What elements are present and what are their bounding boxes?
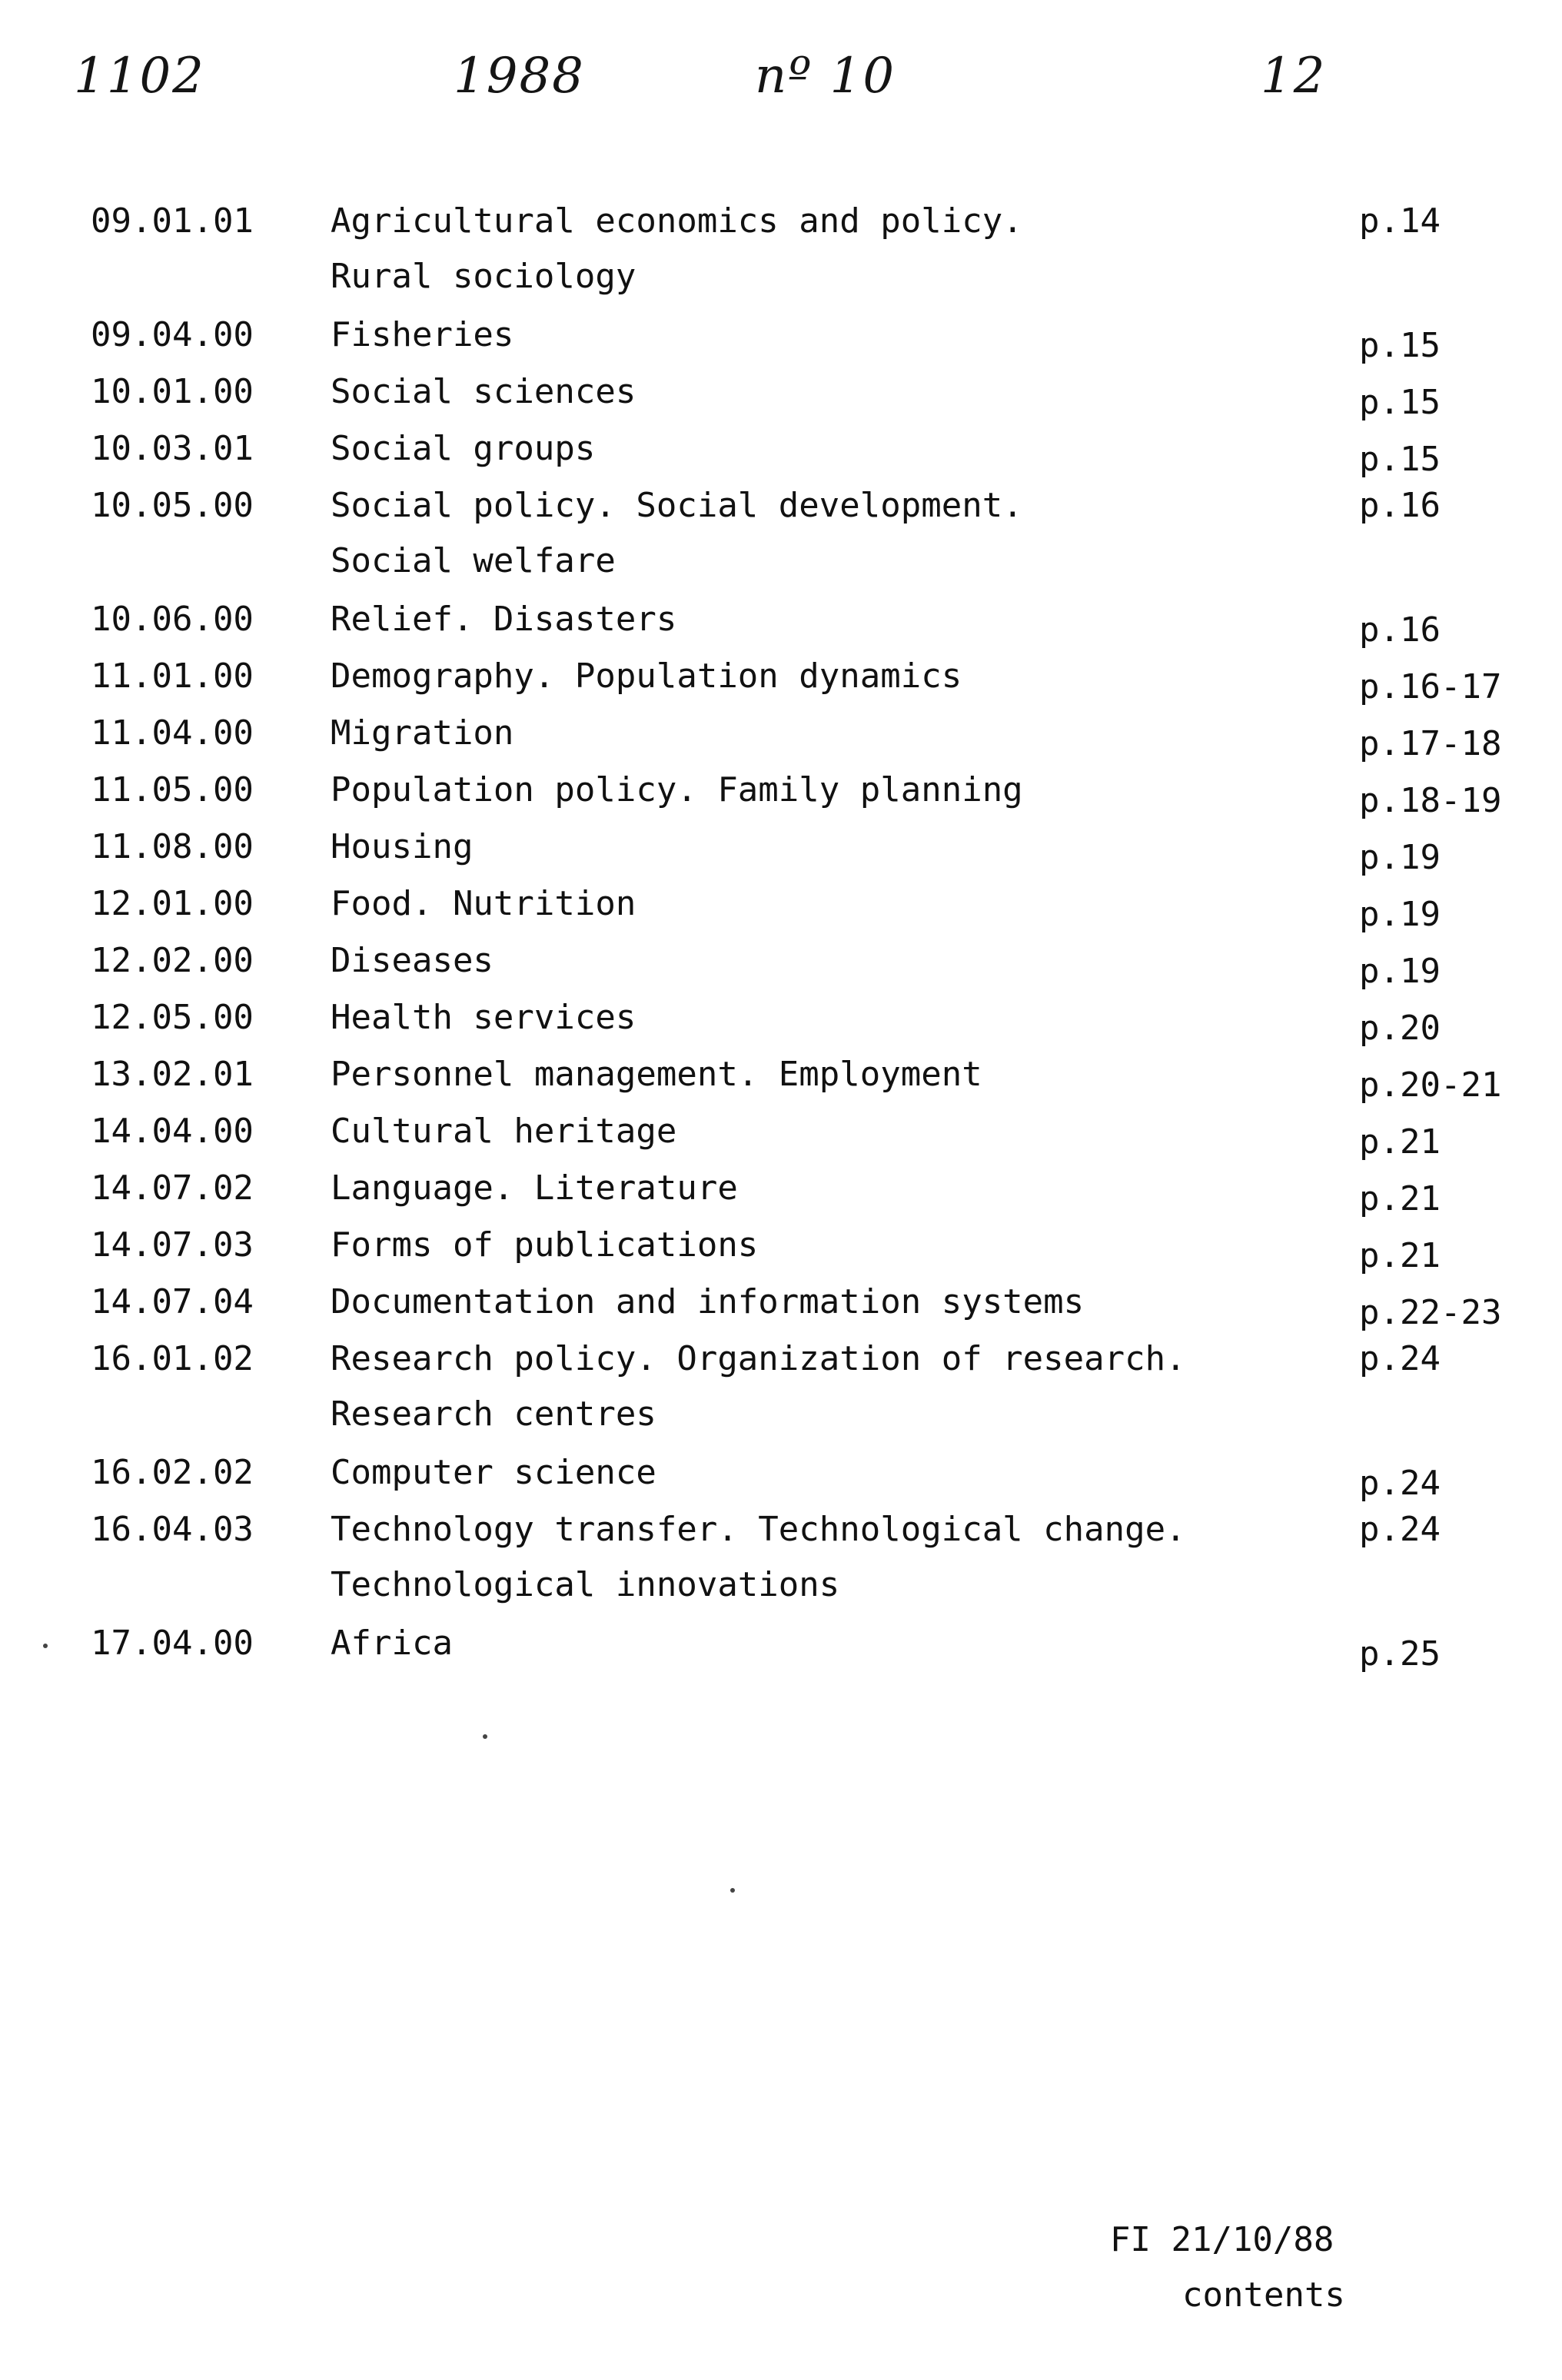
toc-entry-title: [331, 1445, 1330, 1501]
toc-entry-title-line: Housing: [331, 827, 474, 866]
toc-entry-page: p.14: [1359, 201, 1441, 241]
toc-entry-page: p.16: [1359, 610, 1441, 650]
toc-entry-code: 11.05.00: [91, 770, 254, 809]
toc-entry-code: 17.04.00: [91, 1624, 254, 1663]
toc-entry-title: [331, 1331, 1330, 1442]
toc-entry-page: p.18-19: [1359, 781, 1502, 820]
footer-reference: FI 21/10/88: [1110, 2220, 1334, 2259]
toc-entry-title-line: Forms of publications: [331, 1225, 759, 1265]
toc-entry-title: [331, 876, 1330, 932]
toc-entry-code: 11.04.00: [91, 713, 254, 753]
toc-entry-page: p.16: [1359, 486, 1441, 525]
scan-speck: [43, 1644, 48, 1648]
toc-entry-title: [331, 421, 1330, 477]
footer-label: contents: [1182, 2275, 1345, 2315]
toc-entry-page: p.21: [1359, 1179, 1441, 1218]
toc-entry-title: [331, 763, 1330, 818]
toc-entry-code: 16.01.02: [91, 1339, 254, 1378]
toc-entry-code: 11.08.00: [91, 827, 254, 866]
toc-entry-page: p.16-17: [1359, 667, 1502, 706]
toc-entry-title-line: Technological innovations: [331, 1565, 840, 1604]
scan-speck: [730, 1888, 735, 1893]
toc-entry-page: p.24: [1359, 1339, 1441, 1378]
toc-entry-title: [331, 1616, 1330, 1671]
toc-entry-page: p.15: [1359, 326, 1441, 365]
toc-entry-code: 14.07.02: [91, 1168, 254, 1208]
toc-entry-title: [331, 706, 1330, 761]
scan-speck: [483, 1734, 487, 1739]
toc-entry-title-line: Computer science: [331, 1453, 656, 1492]
toc-entry-page: p.20: [1359, 1009, 1441, 1048]
toc-entry-title: [331, 1502, 1330, 1613]
toc-entry-title-line: Language. Literature: [331, 1168, 738, 1208]
toc-entry-page: p.21: [1359, 1122, 1441, 1162]
toc-entry-title-line: Food. Nutrition: [331, 884, 636, 923]
toc-entry-title-line: Social sciences: [331, 372, 636, 411]
toc-entry-code: 16.04.03: [91, 1510, 254, 1549]
toc-entry-page: p.20-21: [1359, 1065, 1502, 1105]
toc-entry-title-line: Personnel management. Employment: [331, 1055, 982, 1094]
toc-entry-title-line: Relief. Disasters: [331, 600, 677, 639]
toc-entry-code: 09.04.00: [91, 315, 254, 354]
toc-entry-title-line: Migration: [331, 713, 514, 753]
toc-entry-code: 14.07.03: [91, 1225, 254, 1265]
toc-entry-page: p.15: [1359, 383, 1441, 422]
toc-entry-title-line: Social welfare: [331, 541, 616, 580]
toc-entry-page: p.19: [1359, 838, 1441, 877]
handwritten-annotation-page: 12: [1261, 48, 1327, 105]
toc-entry-code: 11.01.00: [91, 656, 254, 696]
toc-entry-page: p.22-23: [1359, 1293, 1502, 1332]
toc-entry-page: p.19: [1359, 895, 1441, 934]
toc-entry-title: [331, 819, 1330, 875]
toc-entry-title-line: Rural sociology: [331, 257, 636, 296]
toc-entry-title: [331, 1275, 1330, 1330]
toc-entry-title-line: Social groups: [331, 429, 596, 468]
toc-entry-code: 10.06.00: [91, 600, 254, 639]
toc-entry-code: 12.05.00: [91, 998, 254, 1037]
toc-entry-title-line: Cultural heritage: [331, 1112, 677, 1151]
toc-entry-title-line: Health services: [331, 998, 636, 1037]
toc-entry-title: [331, 478, 1330, 589]
toc-entry-code: 12.01.00: [91, 884, 254, 923]
toc-entry-title: [331, 364, 1330, 420]
toc-entry-title-line: Population policy. Family planning: [331, 770, 1023, 809]
toc-entry-title: [331, 307, 1330, 363]
handwritten-annotation-issue: nº 10: [755, 48, 896, 105]
toc-entry-code: 14.04.00: [91, 1112, 254, 1151]
toc-entry-code: 12.02.00: [91, 941, 254, 980]
toc-entry-code: 10.05.00: [91, 486, 254, 525]
toc-entry-page: p.24: [1359, 1464, 1441, 1503]
toc-entry-title-line: Social policy. Social development.: [331, 486, 1023, 525]
toc-entry-code: 09.01.01: [91, 201, 254, 241]
toc-entry-title: [331, 1047, 1330, 1102]
toc-entry-title: [331, 649, 1330, 704]
toc-entry-title: [331, 194, 1330, 304]
toc-entry-title-line: Agricultural economics and policy.: [331, 201, 1023, 241]
toc-entry-title-line: Fisheries: [331, 315, 514, 354]
toc-entry-title-line: Research policy. Organization of research.: [331, 1339, 1186, 1378]
toc-entry-title: [331, 1218, 1330, 1273]
toc-entry-title-line: Demography. Population dynamics: [331, 656, 962, 696]
toc-entry-title-line: Diseases: [331, 941, 494, 980]
toc-entry-page: p.25: [1359, 1634, 1441, 1674]
toc-entry-title: [331, 1161, 1330, 1216]
handwritten-annotation-number: 1102: [74, 48, 205, 105]
toc-entry-title-line: Africa: [331, 1624, 453, 1663]
toc-entry-code: 16.02.02: [91, 1453, 254, 1492]
toc-entry-title-line: Documentation and information systems: [331, 1282, 1085, 1321]
toc-entry-title: [331, 933, 1330, 989]
toc-entry-code: 14.07.04: [91, 1282, 254, 1321]
toc-entry-title-line: Technology transfer. Technological change.: [331, 1510, 1186, 1549]
handwritten-annotation-year: 1988: [454, 48, 585, 105]
toc-entry-page: p.17-18: [1359, 724, 1502, 763]
toc-entry-title: [331, 1104, 1330, 1159]
toc-entry-code: 10.03.01: [91, 429, 254, 468]
toc-entry-title: [331, 990, 1330, 1045]
toc-entry-page: p.15: [1359, 440, 1441, 479]
toc-entry-title-line: Research centres: [331, 1394, 656, 1434]
toc-entry-code: 13.02.01: [91, 1055, 254, 1094]
toc-entry-title: [331, 592, 1330, 647]
toc-entry-page: p.24: [1359, 1510, 1441, 1549]
toc-entry-code: 10.01.00: [91, 372, 254, 411]
toc-entry-page: p.21: [1359, 1236, 1441, 1275]
toc-entry-page: p.19: [1359, 952, 1441, 991]
